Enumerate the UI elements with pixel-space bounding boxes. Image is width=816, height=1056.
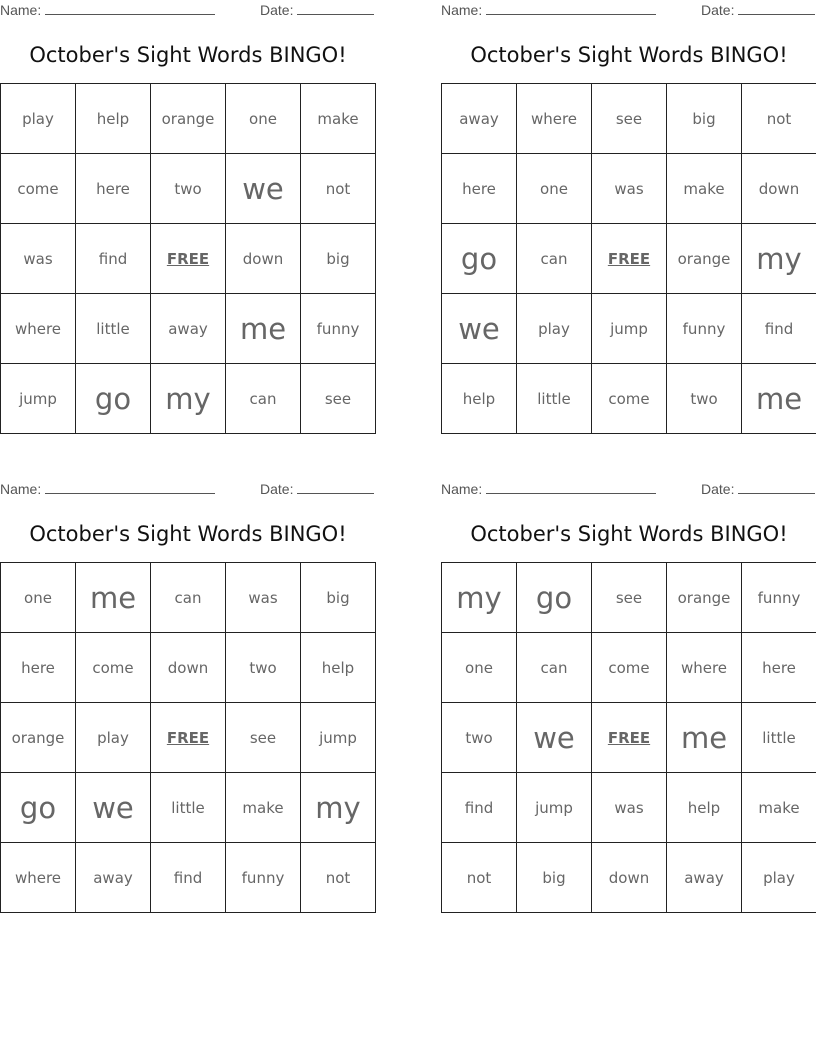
card-header-row <box>0 479 376 501</box>
bingo-cell: little <box>742 703 816 773</box>
name-blank-line[interactable] <box>486 481 656 494</box>
bingo-cell: we <box>226 154 301 224</box>
bingo-cell: play <box>517 294 592 364</box>
bingo-cell: jump <box>301 703 376 773</box>
bingo-cell: one <box>442 633 517 703</box>
bingo-cell: find <box>151 843 226 913</box>
name-field[interactable] <box>0 481 215 497</box>
grid-row <box>442 154 816 224</box>
bingo-cell: help <box>442 364 517 434</box>
bingo-cell: see <box>301 364 376 434</box>
grid-row <box>1 633 376 703</box>
bingo-cell: where <box>1 294 76 364</box>
bingo-cell: was <box>226 563 301 633</box>
bingo-cell: my <box>151 364 226 434</box>
name-field[interactable] <box>441 481 656 497</box>
bingo-cell: can <box>517 633 592 703</box>
bingo-cell: two <box>151 154 226 224</box>
bingo-cell: can <box>226 364 301 434</box>
bingo-cell: away <box>442 84 517 154</box>
bingo-cell: not <box>301 154 376 224</box>
card-title: October's Sight Words BINGO! <box>470 522 788 546</box>
bingo-cell: down <box>742 154 816 224</box>
grid-row <box>442 843 816 913</box>
bingo-cell: my <box>742 224 816 294</box>
grid-row <box>1 154 376 224</box>
bingo-cell: two <box>226 633 301 703</box>
bingo-cell: here <box>442 154 517 224</box>
bingo-card-3 <box>0 479 376 887</box>
bingo-cell: little <box>151 773 226 843</box>
bingo-cell: orange <box>151 84 226 154</box>
bingo-cell: away <box>151 294 226 364</box>
bingo-cell: away <box>667 843 742 913</box>
bingo-cell: play <box>76 703 151 773</box>
grid-row <box>1 294 376 364</box>
name-label: Name: <box>0 2 42 18</box>
bingo-cell: my <box>442 563 517 633</box>
card-header-row <box>441 0 816 22</box>
bingo-cell: find <box>76 224 151 294</box>
grid-row <box>442 84 816 154</box>
bingo-cell: play <box>1 84 76 154</box>
bingo-cell: funny <box>742 563 816 633</box>
bingo-cell: one <box>517 154 592 224</box>
card-title: October's Sight Words BINGO! <box>29 522 347 546</box>
bingo-cell: come <box>592 364 667 434</box>
date-blank-line[interactable] <box>297 481 374 494</box>
bingo-grid <box>441 83 816 434</box>
bingo-cell: find <box>742 294 816 364</box>
grid-row <box>442 294 816 364</box>
bingo-card-1 <box>0 0 376 416</box>
free-space-cell: FREE <box>151 224 226 294</box>
name-blank-line[interactable] <box>45 481 215 494</box>
bingo-cell: see <box>592 84 667 154</box>
date-field[interactable] <box>701 2 815 18</box>
bingo-cell: come <box>1 154 76 224</box>
bingo-cell: away <box>76 843 151 913</box>
date-field[interactable] <box>260 2 374 18</box>
bingo-cell: go <box>442 224 517 294</box>
bingo-cell: me <box>667 703 742 773</box>
bingo-card-4 <box>441 479 816 887</box>
bingo-cell: find <box>442 773 517 843</box>
free-space-cell: FREE <box>151 703 226 773</box>
bingo-cell: where <box>1 843 76 913</box>
bingo-grid <box>441 562 816 913</box>
bingo-card-2 <box>441 0 816 416</box>
name-field[interactable] <box>441 2 656 18</box>
date-label: Date: <box>701 481 735 497</box>
bingo-cell: orange <box>667 224 742 294</box>
bingo-cell: where <box>667 633 742 703</box>
bingo-cell: jump <box>592 294 667 364</box>
free-space-cell: FREE <box>592 703 667 773</box>
bingo-cell: little <box>517 364 592 434</box>
grid-row <box>442 224 816 294</box>
bingo-cell: was <box>592 773 667 843</box>
bingo-cell: my <box>301 773 376 843</box>
name-blank-line[interactable] <box>486 2 656 15</box>
date-field[interactable] <box>260 481 374 497</box>
bingo-cell: can <box>151 563 226 633</box>
bingo-cell: make <box>742 773 816 843</box>
date-blank-line[interactable] <box>738 481 815 494</box>
date-field[interactable] <box>701 481 815 497</box>
name-blank-line[interactable] <box>45 2 215 15</box>
bingo-cell: jump <box>517 773 592 843</box>
bingo-cell: here <box>742 633 816 703</box>
bingo-cell: was <box>1 224 76 294</box>
grid-row <box>442 364 816 434</box>
bingo-cell: funny <box>226 843 301 913</box>
bingo-cell: go <box>1 773 76 843</box>
bingo-cell: big <box>301 224 376 294</box>
bingo-cell: help <box>667 773 742 843</box>
bingo-cell: jump <box>1 364 76 434</box>
date-label: Date: <box>260 481 294 497</box>
bingo-cell: go <box>517 563 592 633</box>
grid-row <box>1 703 376 773</box>
grid-row <box>1 224 376 294</box>
date-blank-line[interactable] <box>297 2 374 15</box>
bingo-cell: make <box>667 154 742 224</box>
card-header-row <box>441 479 816 501</box>
bingo-cell: make <box>226 773 301 843</box>
bingo-cell: orange <box>667 563 742 633</box>
bingo-cell: was <box>592 154 667 224</box>
bingo-cell: we <box>76 773 151 843</box>
name-label: Name: <box>441 481 483 497</box>
bingo-cell: big <box>517 843 592 913</box>
bingo-cell: funny <box>667 294 742 364</box>
bingo-cell: little <box>76 294 151 364</box>
bingo-cell: one <box>226 84 301 154</box>
name-label: Name: <box>0 481 42 497</box>
grid-row <box>1 563 376 633</box>
grid-row <box>1 773 376 843</box>
card-title: October's Sight Words BINGO! <box>470 43 788 67</box>
bingo-cell: down <box>151 633 226 703</box>
bingo-grid <box>0 83 376 434</box>
bingo-cell: big <box>301 563 376 633</box>
bingo-cell: down <box>592 843 667 913</box>
grid-row <box>1 843 376 913</box>
bingo-cell: here <box>1 633 76 703</box>
bingo-cell: help <box>76 84 151 154</box>
bingo-cell: big <box>667 84 742 154</box>
date-blank-line[interactable] <box>738 2 815 15</box>
bingo-cell: make <box>301 84 376 154</box>
bingo-cell: we <box>442 294 517 364</box>
name-field[interactable] <box>0 2 215 18</box>
grid-row <box>1 364 376 434</box>
bingo-cell: we <box>517 703 592 773</box>
grid-row <box>442 633 816 703</box>
bingo-cell: see <box>226 703 301 773</box>
bingo-cell: me <box>742 364 816 434</box>
bingo-cell: where <box>517 84 592 154</box>
bingo-cell: come <box>592 633 667 703</box>
bingo-cell: two <box>667 364 742 434</box>
grid-row <box>442 773 816 843</box>
card-title: October's Sight Words BINGO! <box>29 43 347 67</box>
grid-row <box>442 703 816 773</box>
free-space-cell: FREE <box>592 224 667 294</box>
bingo-cell: come <box>76 633 151 703</box>
bingo-cell: me <box>226 294 301 364</box>
bingo-cell: help <box>301 633 376 703</box>
bingo-cell: not <box>742 84 816 154</box>
bingo-cell: play <box>742 843 816 913</box>
bingo-cell: see <box>592 563 667 633</box>
bingo-cell: funny <box>301 294 376 364</box>
bingo-cell: not <box>442 843 517 913</box>
grid-row <box>442 563 816 633</box>
grid-row <box>1 84 376 154</box>
card-header-row <box>0 0 376 22</box>
bingo-grid <box>0 562 376 913</box>
bingo-cell: orange <box>1 703 76 773</box>
date-label: Date: <box>260 2 294 18</box>
bingo-cell: me <box>76 563 151 633</box>
bingo-cell: one <box>1 563 76 633</box>
bingo-cell: two <box>442 703 517 773</box>
bingo-cell: go <box>76 364 151 434</box>
bingo-cell: can <box>517 224 592 294</box>
name-label: Name: <box>441 2 483 18</box>
date-label: Date: <box>701 2 735 18</box>
bingo-cell: not <box>301 843 376 913</box>
bingo-cell: here <box>76 154 151 224</box>
bingo-cell: down <box>226 224 301 294</box>
